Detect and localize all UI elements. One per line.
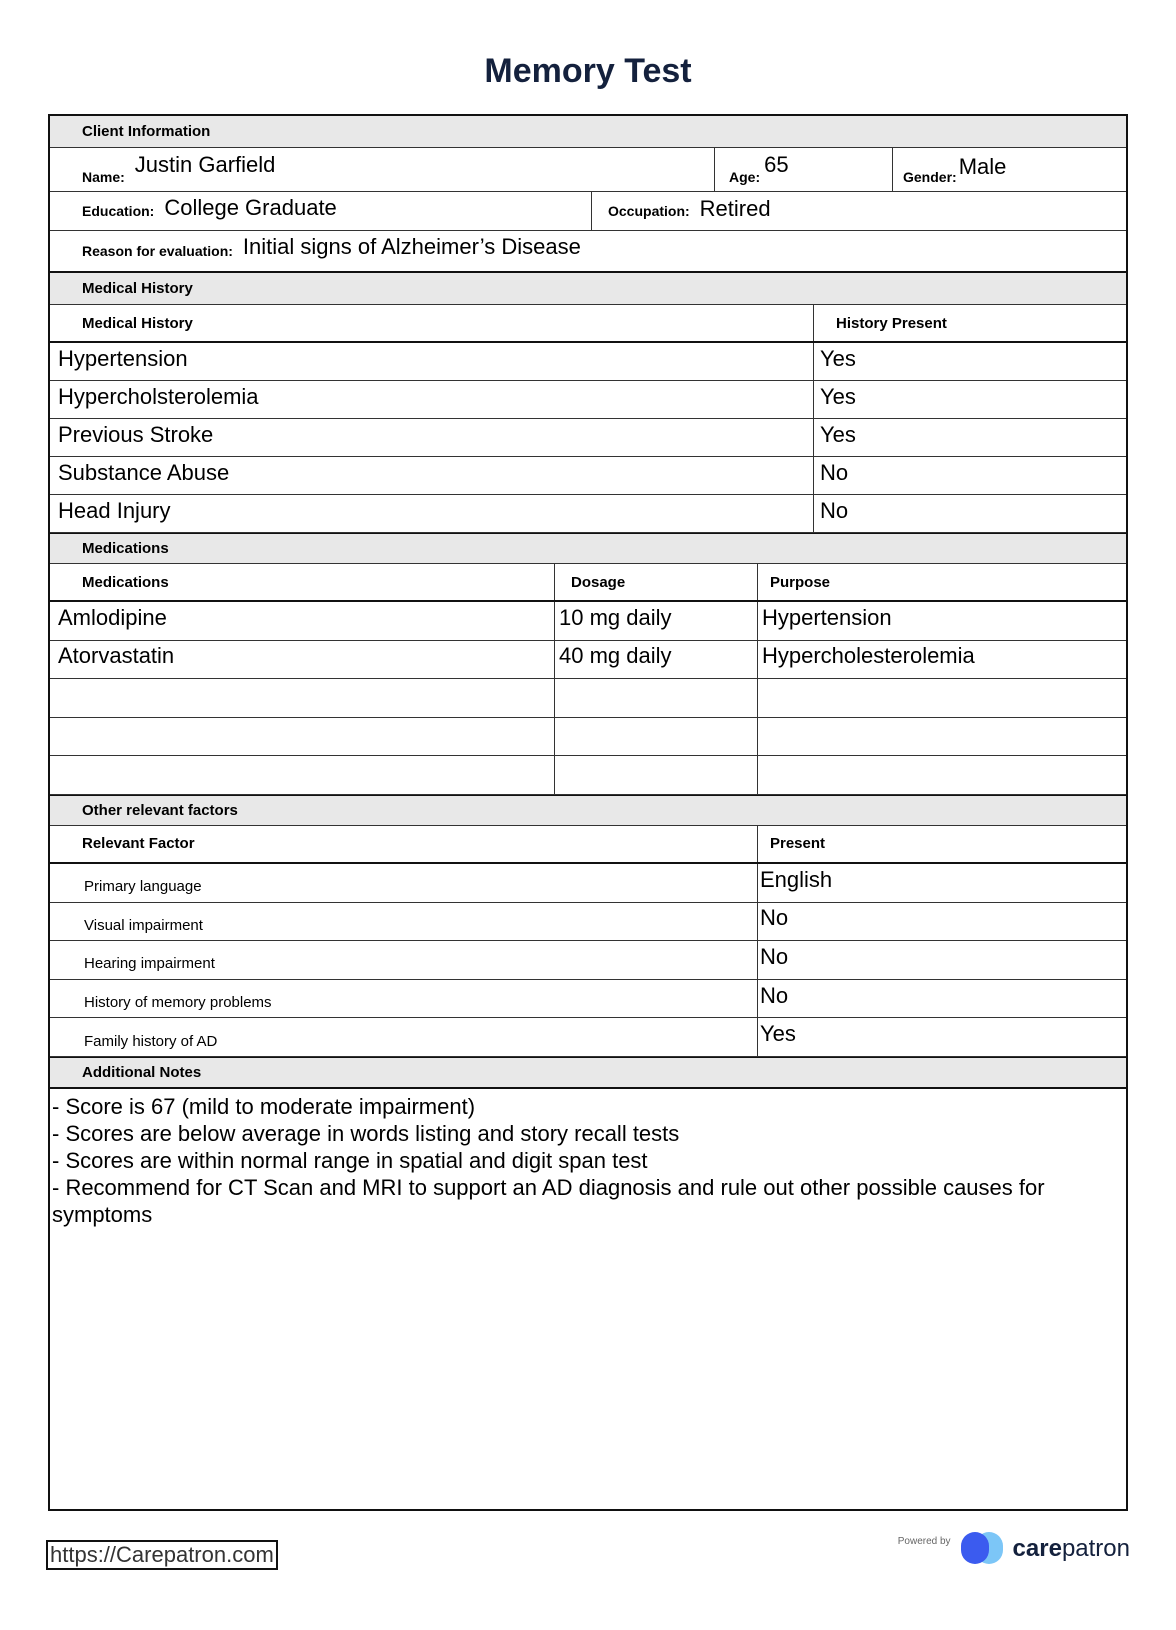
medications-cell[interactable]: Hypercholesterolemia	[762, 643, 975, 669]
carepatron-link[interactable]: https://Carepatron.com	[46, 1540, 278, 1570]
carepatron-logo-icon	[961, 1532, 1007, 1566]
section-medical-history: Medical History	[50, 273, 1126, 305]
medications-cell[interactable]: Amlodipine	[58, 604, 167, 630]
section-medications: Medications	[50, 533, 1126, 564]
table-row	[50, 602, 1126, 641]
age-label: Age:	[729, 168, 761, 185]
page-title: Memory Test	[484, 52, 692, 90]
table-row	[50, 1018, 1126, 1057]
table-row	[50, 343, 1126, 381]
table-row	[50, 495, 1126, 533]
name-label: Name:	[82, 168, 125, 185]
memory-test-form	[48, 114, 1128, 1511]
medical-history-header	[50, 305, 1126, 343]
table-row	[50, 756, 1126, 795]
carepatron-logo	[898, 1532, 1130, 1566]
gender-label: Gender:	[903, 168, 957, 185]
factors-cell[interactable]: No	[760, 905, 789, 931]
table-row	[50, 903, 1126, 942]
education-field[interactable]: College Graduate	[164, 195, 337, 220]
medical_history-cell[interactable]: Yes	[820, 421, 856, 447]
factors-cell[interactable]: No	[760, 982, 789, 1008]
brand-care: care	[1012, 1535, 1062, 1562]
education-label: Education:	[82, 203, 155, 219]
additional-notes-field[interactable]: - Score is 67 (mild to moderate impairment) - Scores are below average in words listing and story recall tests - Scores are within normal range in spatial and digit span test - Recommend for CT Scan and MRI to support an AD diagnosis and rule out other possible causes for symptoms	[52, 1093, 1045, 1227]
medical_history-cell[interactable]: No	[820, 497, 849, 523]
col-dosage: Dosage	[555, 564, 758, 600]
medical_history-cell[interactable]: No	[820, 459, 849, 485]
table-row	[50, 457, 1126, 495]
col-medical-history: Medical History	[50, 305, 814, 341]
medical_history-cell[interactable]: Head Injury	[58, 497, 171, 523]
col-present: Present	[770, 835, 826, 853]
factors-header	[50, 826, 1126, 864]
reason-label: Reason for evaluation:	[82, 243, 233, 259]
medical_history-cell[interactable]: Previous Stroke	[58, 421, 214, 447]
brand-patron: patron	[1061, 1535, 1130, 1562]
education-occupation-row	[50, 192, 1126, 231]
table-row	[50, 381, 1126, 419]
age-field[interactable]: 65	[764, 151, 789, 177]
table-row	[50, 864, 1126, 903]
reason-field[interactable]: Initial signs of Alzheimer’s Disease	[242, 234, 581, 259]
section-additional-notes: Additional Notes	[50, 1057, 1126, 1089]
col-history-present: History Present	[836, 314, 947, 332]
name-age-gender-row	[50, 148, 1126, 192]
reason-row	[50, 231, 1126, 273]
medical_history-cell[interactable]: Hypertension	[58, 345, 188, 371]
medications-cell[interactable]: Atorvastatin	[58, 643, 175, 669]
table-row	[50, 980, 1126, 1019]
medications-cell[interactable]: Hypertension	[762, 604, 892, 630]
medical_history-cell[interactable]: Hypercholsterolemia	[58, 383, 259, 409]
col-relevant-factor: Relevant Factor	[50, 826, 758, 862]
factors-cell[interactable]: No	[760, 943, 789, 969]
factors-cell: Visual impairment	[84, 916, 203, 934]
col-purpose: Purpose	[770, 573, 831, 591]
table-row	[50, 941, 1126, 980]
factors-cell[interactable]: Yes	[760, 1021, 796, 1047]
table-row	[50, 679, 1126, 718]
table-row	[50, 718, 1126, 757]
medications-cell[interactable]: 10 mg daily	[559, 604, 672, 630]
medical_history-cell[interactable]: Yes	[820, 345, 856, 371]
name-field[interactable]: Justin Garfield	[134, 151, 276, 177]
table-row	[50, 419, 1126, 457]
factors-cell: History of memory problems	[84, 994, 272, 1012]
factors-cell: Hearing impairment	[84, 955, 215, 973]
factors-cell[interactable]: English	[760, 866, 833, 892]
powered-by-text: Powered by	[897, 1535, 951, 1547]
medical_history-cell[interactable]: Substance Abuse	[58, 459, 230, 485]
gender-field[interactable]: Male	[958, 153, 1007, 179]
section-other-factors: Other relevant factors	[50, 795, 1126, 826]
section-client-information: Client Information	[50, 116, 1126, 148]
occupation-label: Occupation:	[608, 203, 690, 219]
medications-header	[50, 564, 1126, 602]
medications-cell[interactable]: 40 mg daily	[559, 643, 672, 669]
factors-cell: Primary language	[84, 878, 202, 896]
factors-cell: Family history of AD	[84, 1032, 218, 1050]
medical_history-cell[interactable]: Yes	[820, 383, 856, 409]
table-row	[50, 641, 1126, 680]
col-medications: Medications	[50, 564, 555, 600]
occupation-field[interactable]: Retired	[699, 196, 771, 221]
